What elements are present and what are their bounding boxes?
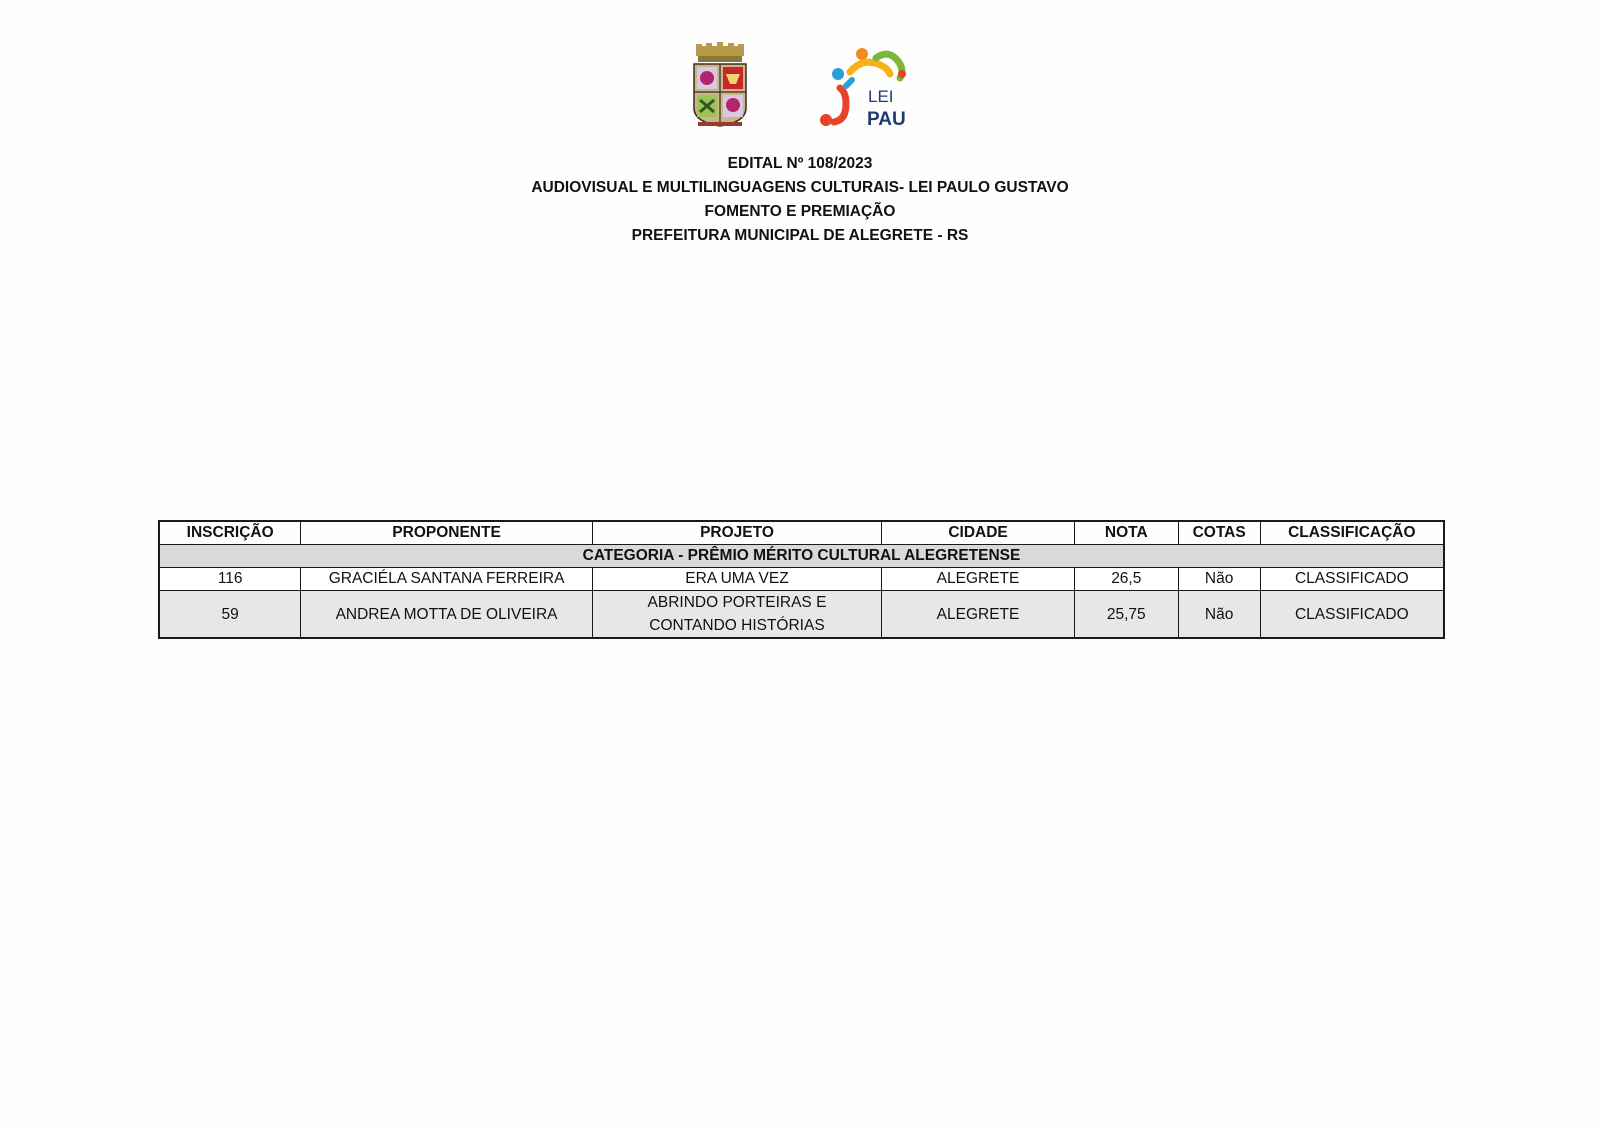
results-table: [158, 520, 1445, 639]
logo-text-pau: PAU: [867, 109, 906, 130]
col-proponente: PROPONENTE: [301, 521, 592, 545]
cell-inscricao: 116: [159, 568, 301, 591]
cell-classificacao: CLASSIFICADO: [1260, 591, 1444, 639]
cell-cotas: Não: [1178, 591, 1260, 639]
lei-paulo-gustavo-logo: [816, 44, 916, 130]
document-header: [0, 152, 1600, 248]
cell-classificacao: CLASSIFICADO: [1260, 568, 1444, 591]
table-row: [159, 591, 1444, 639]
cell-cotas: Não: [1178, 568, 1260, 591]
table-header-row: [159, 521, 1444, 545]
cell-proponente: GRACIÉLA SANTANA FERREIRA: [301, 568, 592, 591]
col-cotas: COTAS: [1178, 521, 1260, 545]
edital-subtitle: FOMENTO E PREMIAÇÃO: [704, 203, 896, 220]
table-row: [159, 568, 1444, 591]
col-classificacao: CLASSIFICAÇÃO: [1260, 521, 1444, 545]
cell-nota: 26,5: [1074, 568, 1178, 591]
category-label: CATEGORIA - PRÊMIO MÉRITO CULTURAL ALEGRETENSE: [159, 545, 1444, 568]
col-cidade: CIDADE: [882, 521, 1075, 545]
issuer: PREFEITURA MUNICIPAL DE ALEGRETE - RS: [631, 227, 969, 244]
cell-projeto: ABRINDO PORTEIRAS E CONTANDO HISTÓRIAS: [592, 591, 881, 639]
cell-cidade: ALEGRETE: [882, 591, 1075, 639]
col-nota: NOTA: [1074, 521, 1178, 545]
cell-proponente: ANDREA MOTTA DE OLIVEIRA: [301, 591, 592, 639]
coat-of-arms-logo: [690, 42, 750, 128]
cell-cidade: ALEGRETE: [882, 568, 1075, 591]
cell-projeto: ERA UMA VEZ: [592, 568, 881, 591]
col-projeto: PROJETO: [592, 521, 881, 545]
edital-title: AUDIOVISUAL E MULTILINGUAGENS CULTURAIS- LEI PAULO GUSTAVO: [531, 179, 1069, 196]
category-row: [159, 545, 1444, 568]
logo-bar: [0, 42, 1600, 132]
logo-text-lei: LEI: [868, 87, 894, 106]
cell-nota: 25,75: [1074, 591, 1178, 639]
cell-inscricao: 59: [159, 591, 301, 639]
edital-number: EDITAL Nº 108/2023: [727, 155, 873, 172]
col-inscricao: INSCRIÇÃO: [159, 521, 301, 545]
